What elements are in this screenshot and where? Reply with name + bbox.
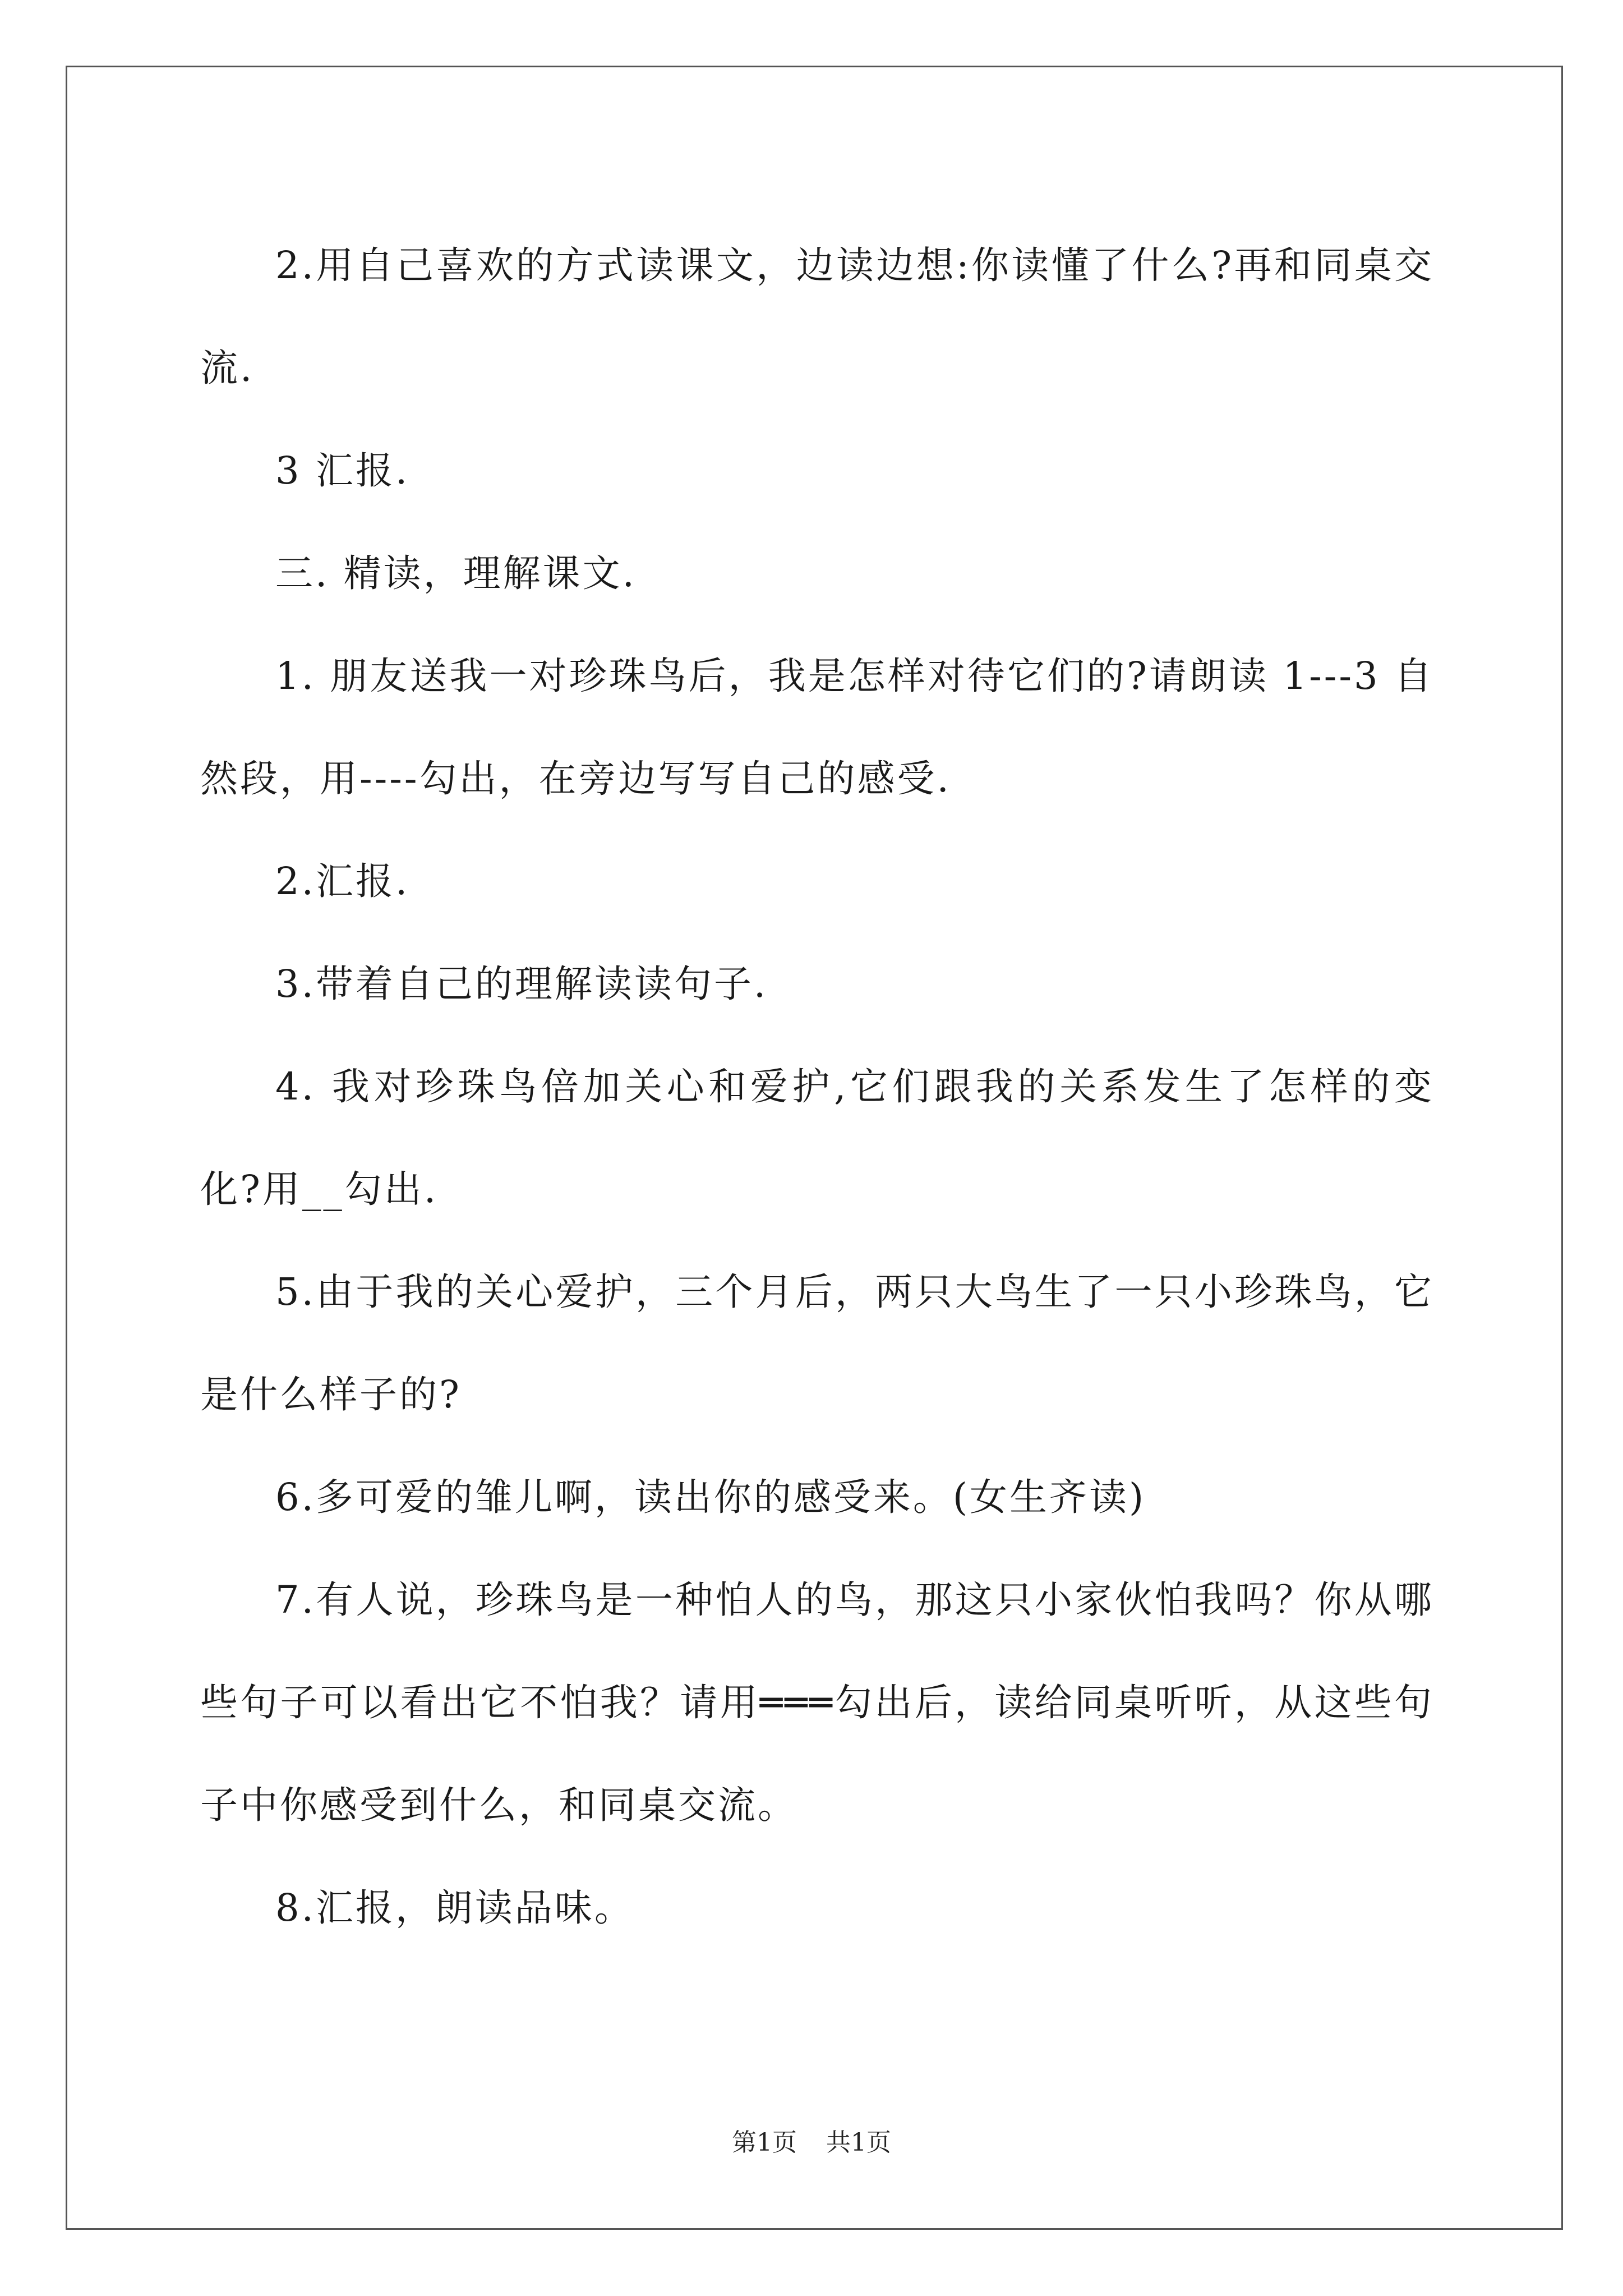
paragraph: 三. 精读，理解课文. (275, 551, 637, 595)
paragraph: 5.由于我的关心爱护，三个月后，两只大鸟生了一只小珍珠鸟，它是什么样子的? (200, 1270, 1434, 1416)
document-body (200, 214, 1434, 1959)
paragraph: 3 汇报. (275, 449, 410, 493)
paragraph: 4. 我对珍珠鸟倍加关心和爱护,它们跟我的关系发生了怎样的变化?用__勾出. (200, 1065, 1434, 1211)
paragraph: 8.汇报，朗读品味。 (275, 1886, 634, 1930)
paragraph: 6.多可爱的雏儿啊，读出你的感受来。(女生齐读) (275, 1475, 1146, 1519)
paragraph: 1. 朋友送我一对珍珠鸟后，我是怎样对待它们的?请朗读 1---3 自然段，用----勾出，在旁边写写自己的感受. (200, 654, 1434, 800)
page-number: 第1页 (732, 2128, 797, 2157)
paragraph: 3.带着自己的理解读读句子. (275, 962, 768, 1006)
paragraph: 7.有人说，珍珠鸟是一种怕人的鸟，那这只小家伙怕我吗？你从哪些句子可以看出它不怕我？请用═══勾出后，读给同桌听听，从这些句子中你感受到什么，和同桌交流。 (200, 1578, 1434, 1827)
page-footer (0, 2126, 1623, 2160)
page-total: 共1页 (826, 2128, 891, 2157)
paragraph: 2.汇报. (275, 859, 410, 903)
paragraph: 2.用自己喜欢的方式读课文，边读边想:你读懂了什么?再和同桌交流. (200, 243, 1434, 390)
